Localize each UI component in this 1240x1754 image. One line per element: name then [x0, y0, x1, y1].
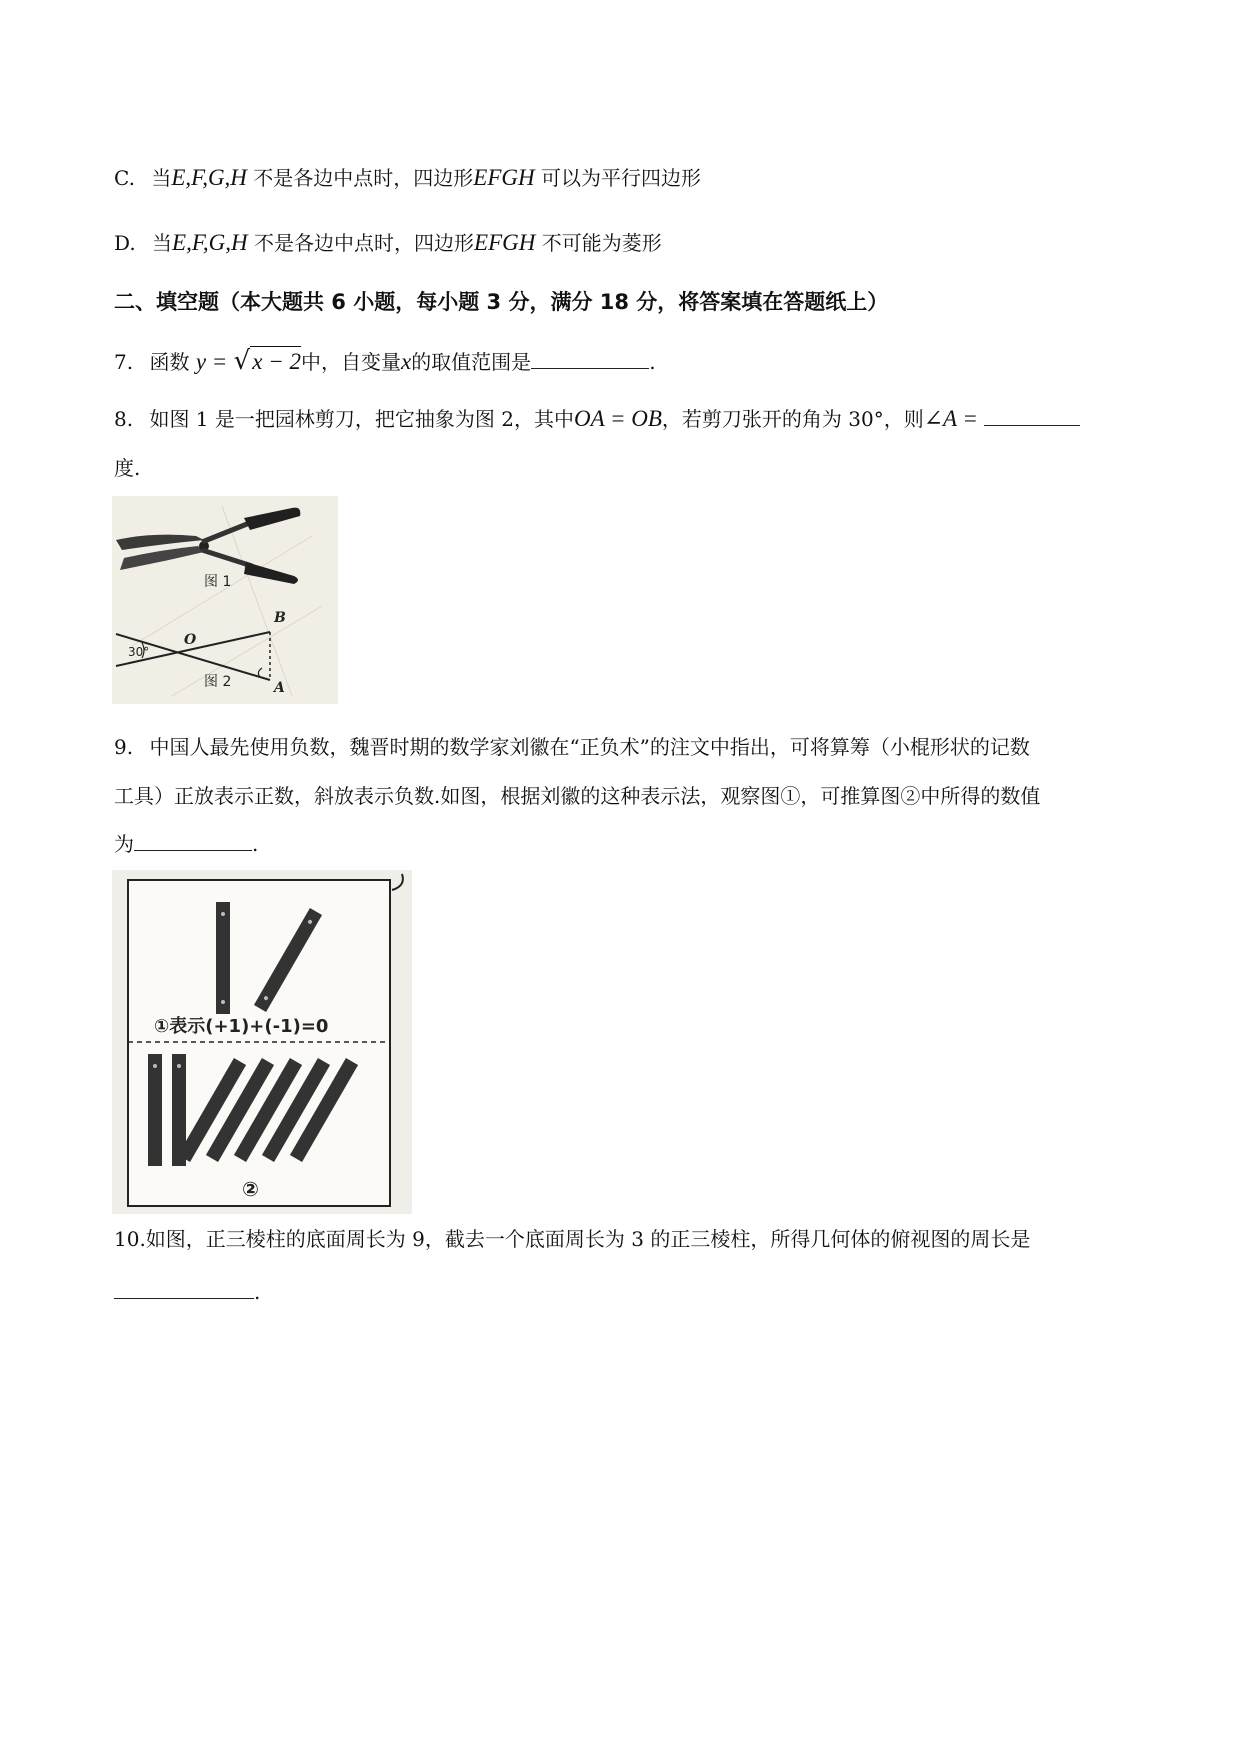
q10-line-2 [114, 1278, 260, 1306]
q10-line2-end: . [254, 1280, 261, 1304]
section-heading: 二、填空题（本大题共 6 小题，每小题 3 分，满分 18 分，将答案填在答题纸上） [114, 290, 889, 314]
q9-line3-end: . [252, 832, 259, 856]
q7-post: 的取值范围是 [411, 350, 532, 374]
counting-rods-figure [112, 870, 412, 1214]
option-c-mid: 不是各边中点时，四边形 [253, 166, 474, 190]
q7-end: . [649, 350, 656, 374]
option-d-label: D. [114, 231, 136, 255]
point-o-label: O [184, 632, 197, 648]
question-8 [114, 405, 1080, 433]
q9-line-3 [114, 830, 258, 858]
q10-line-1: 10.如图，正三棱柱的底面周长为 9，截去一个底面周长为 3 的正三棱柱，所得几何体的俯视图的周长是 [114, 1227, 1031, 1251]
q8-mid: ，若剪刀张开的角为 30°，则 [661, 407, 924, 431]
q7-answer-blank[interactable] [531, 350, 649, 369]
q7-lhs: y = [195, 349, 228, 374]
q7-number: 7. [114, 350, 134, 374]
q8-answer-blank[interactable] [984, 407, 1080, 426]
q7-var: x [400, 349, 412, 374]
q9-line-1 [114, 733, 1030, 761]
option-d-points: E,F,G,H [172, 230, 248, 255]
option-c-quad: EFGH [473, 165, 535, 190]
scissors-figure [112, 496, 338, 704]
q10-answer-blank[interactable] [114, 1280, 254, 1299]
option-d-mid: 不是各边中点时，四边形 [254, 231, 475, 255]
q8-angle: ∠A = [923, 406, 978, 431]
option-c-pre: 当 [151, 166, 172, 190]
q7-radicand: x − 2 [250, 346, 301, 376]
q8-pre: 如图 1 是一把园林剪刀，把它抽象为图 2，其中 [149, 407, 574, 431]
angle-30-label: 30° [128, 645, 150, 659]
point-a-label: A [274, 680, 285, 696]
option-d-pre: 当 [152, 231, 173, 255]
figure-2-caption: 图 2 [204, 674, 232, 690]
figure-1-caption: 图 1 [204, 574, 232, 590]
q8-number: 8. [114, 407, 134, 431]
option-c-points: E,F,G,H [171, 165, 247, 190]
option-d [114, 229, 662, 257]
option-c-post: 可以为平行四边形 [540, 166, 701, 190]
option-c-label: C. [114, 166, 135, 190]
option-d-post: 不可能为菱形 [541, 231, 662, 255]
question-7 [114, 346, 656, 376]
point-b-label: B [274, 610, 286, 626]
option-d-quad: EFGH [474, 230, 536, 255]
q7-pre: 函数 [149, 350, 190, 374]
panel-2-caption: ② [242, 1177, 259, 1201]
q9-line3-pre: 为 [114, 832, 134, 856]
q9-number: 9. [114, 735, 134, 759]
radical-sign-icon: √ [233, 346, 251, 376]
panel-1-caption: ①表示(+1)+(-1)=0 [154, 1016, 329, 1037]
q9-line1-text: 中国人最先使用负数，魏晋时期的数学家刘徽在“正负术”的注文中指出，可将算筹（小棍形状的记数 [149, 735, 1030, 759]
q7-mid: 中，自变量 [300, 350, 401, 374]
q8-eq: OA = OB [573, 406, 662, 431]
q8-end: 度. [114, 456, 141, 480]
q9-line-2: 工具）正放表示正数，斜放表示负数.如图，根据刘徽的这种表示法，观察图①，可推算图②中所得的数值 [114, 784, 1041, 808]
option-c [114, 164, 701, 192]
q9-answer-blank[interactable] [134, 832, 252, 851]
q7-sqrt [234, 346, 301, 376]
